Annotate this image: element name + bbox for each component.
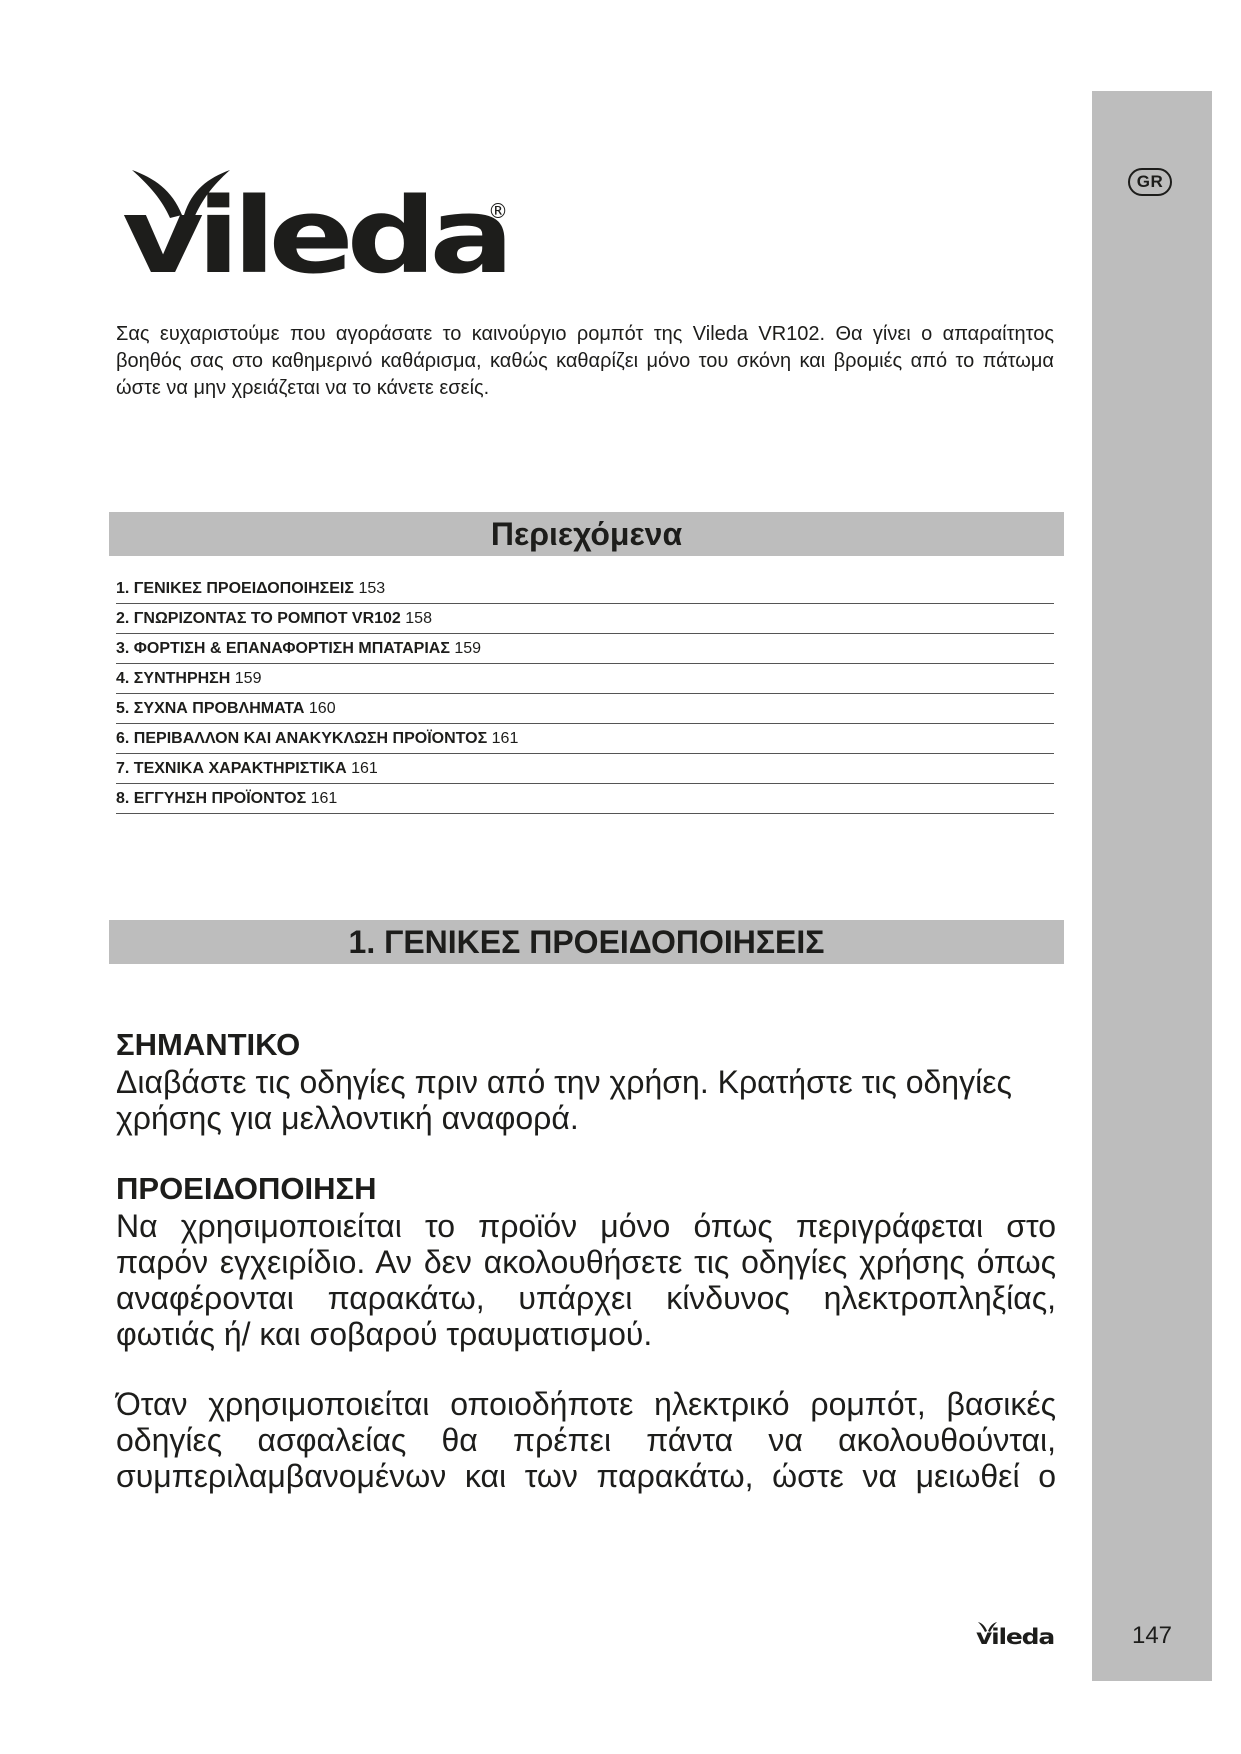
important-block [116, 1026, 1056, 1136]
toc-item-title: 6. ΠΕΡΙΒΑΛΛΟΝ ΚΑΙ ΑΝΑΚΥΚΛΩΣΗ ΠΡΟΪΟΝΤΟΣ [116, 730, 488, 747]
toc-item[interactable] [116, 694, 1054, 724]
toc-item[interactable] [116, 574, 1054, 604]
toc-item-page: 160 [308, 700, 336, 717]
safety-text: Όταν χρησιμοποιείται οποιοδήποτε ηλεκτρικό ρομπότ, βασικές οδηγίες ασφαλείας θα πρέπει πάντα να ακολουθούνται, συμπεριλαμβανομένων και των παρακάτω, ώστε να μειωθεί ο [116, 1386, 1056, 1494]
section-title: 1. ΓΕΝΙΚΕΣ ΠΡΟΕΙΔΟΠΟΙΗΣΕΙΣ [348, 924, 825, 960]
toc-title: Περιεχόμενα [490, 516, 683, 552]
toc-item-title: 8. ΕΓΓΥΗΣΗ ΠΡΟΪΟΝΤΟΣ [116, 790, 307, 807]
toc-item-page: 161 [310, 790, 338, 807]
footer-wordmark: vileda [976, 1625, 1054, 1646]
safety-block [116, 1386, 1056, 1494]
warning-block [116, 1170, 1056, 1352]
toc-item[interactable] [116, 664, 1054, 694]
toc-item-title: 1. ΓΕΝΙΚΕΣ ΠΡΟΕΙΔΟΠΟΙΗΣΕΙΣ [116, 580, 354, 597]
toc-item-title: 2. ΓΝΩΡΙΖΟΝΤΑΣ ΤΟ ΡΟΜΠΟΤ VR102 [116, 610, 401, 627]
toc-item-page: 161 [351, 760, 378, 777]
toc-title-bar [109, 512, 1064, 556]
toc-item[interactable] [116, 604, 1054, 634]
side-band [1092, 91, 1212, 1681]
toc-item-page: 159 [454, 640, 482, 657]
toc-item-page: 158 [405, 610, 432, 627]
vileda-logo [122, 160, 522, 285]
toc-item[interactable] [116, 754, 1054, 784]
toc-item-title: 5. ΣΥΧΝΑ ΠΡΟΒΛΗΜΑΤΑ [116, 700, 305, 717]
footer-vileda-logo [976, 1620, 1056, 1646]
important-heading: ΣΗΜΑΝΤΙΚΟ [116, 1027, 301, 1062]
warning-text: Να χρησιμοποιείται το προϊόν μόνο όπως περιγράφεται στο παρόν εγχειρίδιο. Αν δεν ακολουθήσετε τις οδηγίες χρήσης όπως αναφέρονται παρακάτω, υπάρχει κίνδυνος ηλεκτροπληξίας, φωτιάς ή/ και σοβαρού τραυματισμού. [116, 1208, 1056, 1352]
toc-item-page: 161 [491, 730, 519, 747]
intro-paragraph: Σας ευχαριστούμε που αγοράσατε το καινούργιο ρομπότ της Vileda VR102. Θα γίνει ο απαραίτητος βοηθός σας στο καθημερινό καθάρισμα, καθώς καθαρίζει μόνο του σκόνη και βρομιές από το πάτωμα ώστε να μην χρειάζεται να το κάνετε εσείς. [116, 323, 1054, 399]
toc-item-page: 159 [234, 670, 262, 687]
table-of-contents [116, 574, 1054, 814]
logo-registered-mark: ® [488, 199, 508, 223]
toc-item-title: 7. ΤΕΧΝΙΚΑ ΧΑΡΑΚΤΗΡΙΣΤΙΚΑ [116, 760, 347, 777]
important-text: Διαβάστε τις οδηγίες πριν από την χρήση. Κρατήστε τις οδηγίες χρήσης για μελλοντική αναφορά. [116, 1064, 1012, 1136]
logo-wordmark: vileda [122, 175, 507, 285]
toc-item[interactable] [116, 634, 1054, 664]
toc-item-title: 4. ΣΥΝΤΗΡΗΣΗ [116, 670, 231, 687]
toc-item-title: 3. ΦΟΡΤΙΣΗ & ΕΠΑΝΑΦΟΡΤΙΣΗ ΜΠΑΤΑΡΙΑΣ [116, 640, 450, 657]
language-badge: GR [1128, 168, 1172, 196]
toc-item-page: 153 [358, 580, 386, 597]
warning-heading: ΠΡΟΕΙΔΟΠΟΙΗΣΗ [116, 1171, 377, 1206]
toc-item[interactable] [116, 784, 1054, 814]
page-number: 147 [1131, 1622, 1173, 1649]
toc-item[interactable] [116, 724, 1054, 754]
section-title-bar [109, 920, 1064, 964]
